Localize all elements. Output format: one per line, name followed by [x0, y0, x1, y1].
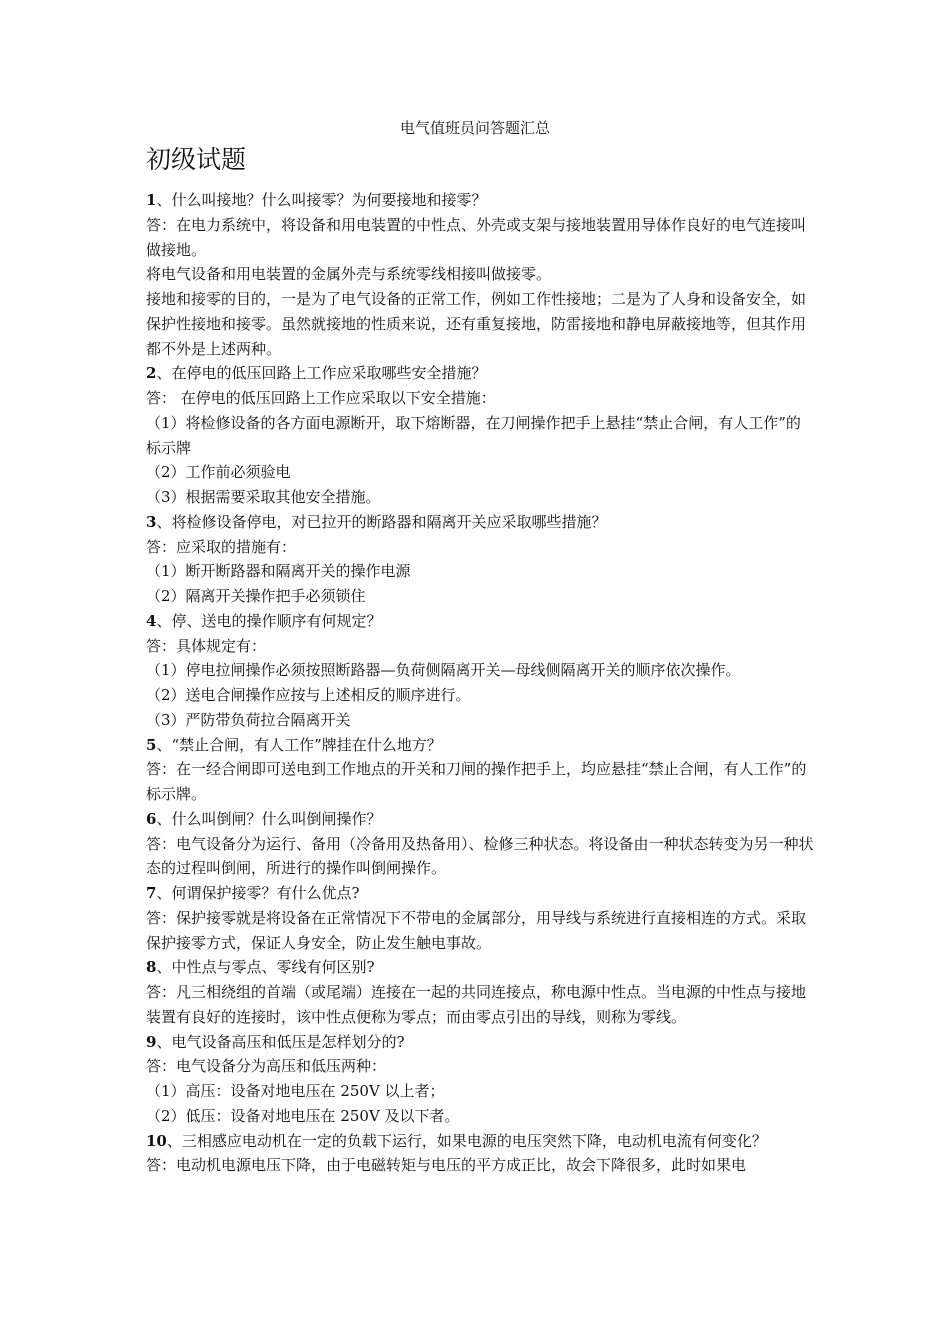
question-7: [146, 881, 814, 906]
answer-line: 答：保护接零就是将设备在正常情况下不带电的金属部分，用导线与系统进行直接相连的方式。采取保护接零方式，保证人身安全，防止发生触电事故。: [146, 908, 807, 952]
question-3: [146, 510, 814, 535]
question-text: 、电气设备高压和低压是怎样划分的?: [156, 1032, 405, 1051]
question-text: 、什么叫接地？什么叫接零？为何要接地和接零？: [156, 191, 487, 209]
answer-line: （1）停电拉闸操作必须按照断路器—负荷侧隔离开关—母线侧隔离开关的顺序依次操作。: [146, 661, 741, 680]
question-9: [146, 1030, 814, 1055]
answer-line: （1）高压：设备对地电压在 250V 以上者；: [146, 1082, 445, 1100]
question-text: 、中性点与零点、零线有何区别?: [156, 958, 375, 977]
question-4: [146, 609, 814, 634]
question-text: 、“禁止合闸，有人工作”牌挂在什么地方？: [156, 735, 442, 754]
answer-line: 答：电气设备分为运行、备用（冷备用及热备用）、检修三种状态。将设备由一种状态转变为另一种状态的过程叫倒闸，所进行的操作叫倒闸操作。: [146, 834, 814, 878]
question-number: 1: [146, 191, 157, 209]
answer-line: （1）将检修设备的各方面电源断开，取下熔断器，在刀闸操作把手上悬挂“禁止合闸，有人工作”的标示牌: [146, 413, 801, 457]
answer-line: 答：具体规定有：: [146, 636, 267, 655]
question-number: 5: [146, 735, 157, 754]
answer-line: 答：电动机电源电压下降，由于电磁转矩与电压的平方成正比，故会下降很多，此时如果电: [146, 1156, 747, 1175]
question-6: [146, 807, 814, 832]
question-text: 、何谓保护接零？有什么优点?: [156, 884, 360, 902]
answer-line: （2）工作前必须验电: [146, 463, 291, 482]
answer-line: （2）送电合闸操作应按与上述相反的顺序进行。: [146, 686, 471, 704]
answer-line: 答：凡三相绕组的首端（或尾端）连接在一起的共同连接点，称电源中性点。当电源的中性点与接地装置有良好的连接时，该中性点便称为零点；而由零点引出的导线，则称为零线。: [146, 983, 807, 1026]
answer-line: 将电气设备和用电装置的金属外壳与系统零线相接叫做接零。: [146, 265, 552, 284]
answer-line: 答：在一经合闸即可送电到工作地点的开关和刀闸的操作把手上，均应悬挂“禁止合闸，有人工作”的标示牌。: [146, 760, 807, 803]
question-number: 6: [146, 809, 157, 828]
answer-line: （3）严防带负荷拉合隔离开关: [146, 710, 351, 729]
question-1: [146, 188, 814, 213]
question-8: [146, 955, 814, 980]
question-number: 10: [146, 1131, 167, 1150]
answer-line: 接地和接零的目的，一是为了电气设备的正常工作，例如工作性接地；二是为了人身和设备安全，如保护性接地和接零。虽然就接地的性质来说，还有重复接地，防雷接地和静电屏蔽接地等，但其作用都不外是上述两种。: [146, 290, 807, 358]
question-number: 7: [146, 884, 157, 902]
answer-line: 答：应采取的措施有：: [146, 537, 297, 556]
question-text: 、停、送电的操作顺序有何规定？: [156, 611, 382, 630]
question-10: [146, 1129, 814, 1154]
question-text: 、在停电的低压回路上工作应采取哪些安全措施？: [156, 364, 487, 383]
answer-line: （2）低压：设备对地电压在 250V 及以下者。: [146, 1106, 460, 1125]
answer-line: （3）根据需要采取其他安全措施。: [146, 488, 381, 506]
section-heading: 初级试题: [146, 145, 247, 174]
answer-line: 答： 在停电的低压回路上工作应采取以下安全措施：: [146, 389, 496, 407]
answer-line: （1）断开断路器和隔离开关的操作电源: [146, 562, 411, 581]
question-number: 4: [146, 611, 157, 630]
question-number: 9: [146, 1032, 157, 1051]
answer-line: 答：在电力系统中，将设备和用电装置的中性点、外壳或支架与接地装置用导体作良好的电气连接叫做接地。: [146, 215, 807, 259]
question-number: 8: [146, 958, 157, 977]
question-number: 2: [146, 364, 157, 383]
answer-line: 答：电气设备分为高压和低压两种：: [146, 1057, 387, 1076]
qa-content: [146, 188, 814, 1178]
question-text: 、将检修设备停电，对已拉开的断路器和隔离开关应采取哪些措施？: [156, 512, 607, 531]
question-text: 、什么叫倒闸？什么叫倒闸操作？: [156, 809, 382, 828]
document-title: 电气值班员问答题汇总: [399, 119, 550, 137]
question-2: [146, 361, 814, 386]
question-number: 3: [146, 512, 157, 531]
answer-line: （2）隔离开关操作把手必须锁住: [146, 587, 366, 605]
question-text: 、三相感应电动机在一定的负载下运行，如果电源的电压突然下降，电动机电流有何变化？: [166, 1131, 767, 1150]
question-5: [146, 733, 814, 758]
